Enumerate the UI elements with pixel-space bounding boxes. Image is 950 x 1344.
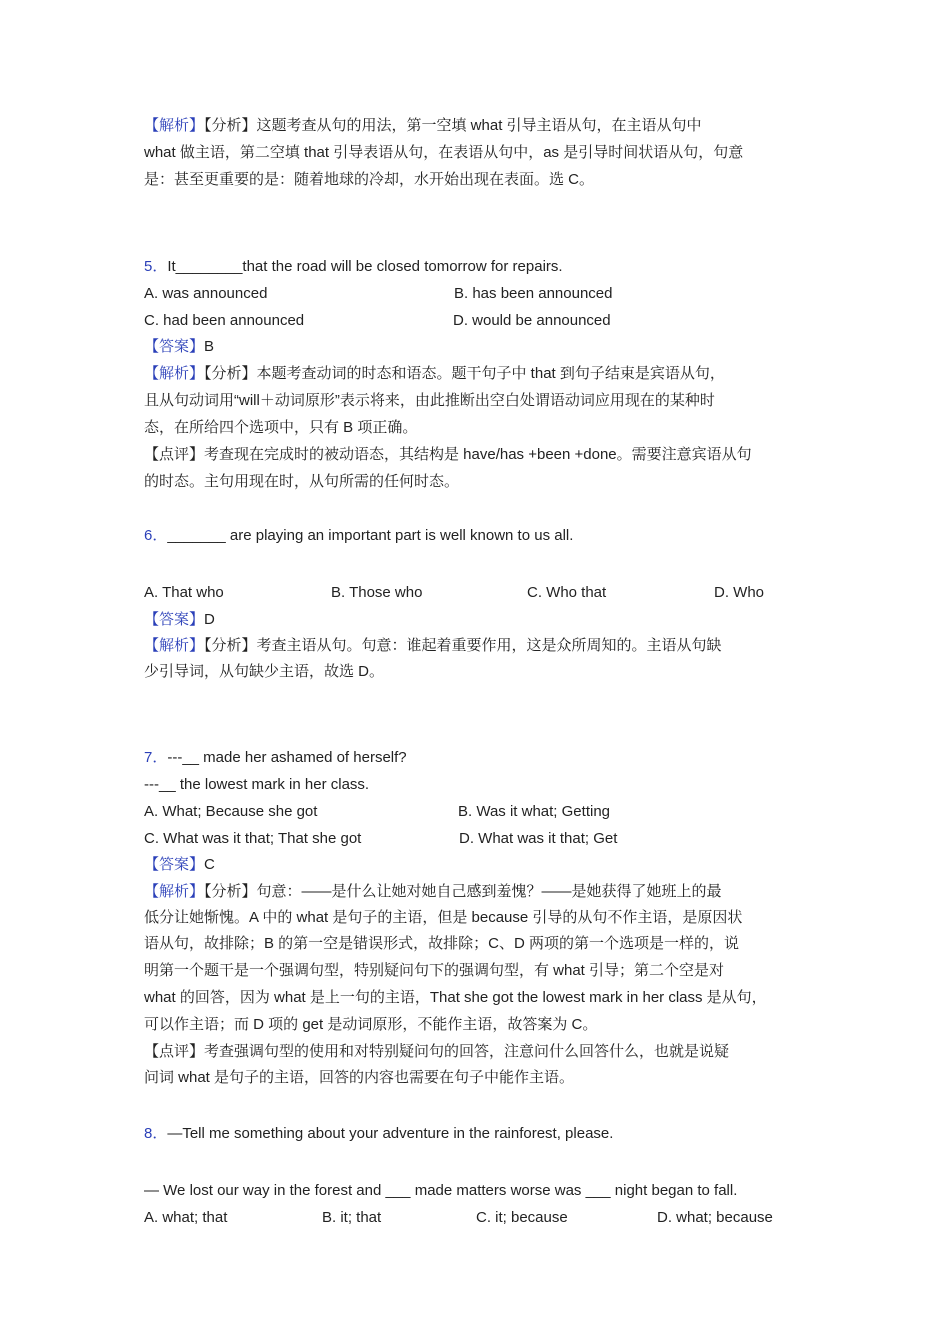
- q7-analysis-line-3: 语从句，故排除；B 的第一空是错误形式，故排除；C、D 两项的第一个选项是一样的，说: [144, 935, 740, 952]
- q7-comment-line-2: 问词 what 是句子的主语，回答的内容也需要在句子中能作主语。: [144, 1069, 575, 1086]
- q5-comment-line-2: 的时态。主句用现在时，从句所需的任何时态。: [144, 473, 460, 490]
- q7-option-d: D. What was it that; Get: [459, 830, 618, 847]
- q7-analysis-line-1: 【解析】【分析】句意：——是什么让她对她自己感到羞愧？——是她获得了她班上的最: [144, 883, 722, 900]
- q6-answer: 【答案】D: [144, 611, 215, 628]
- q7-stem-line-1: 7．---__ made her ashamed of herself?: [144, 749, 407, 766]
- q6-option-a: A. That who: [144, 584, 224, 601]
- q5-stem: 5．It________that the road will be closed tomorrow for repairs.: [144, 258, 563, 275]
- q8-option-b: B. it; that: [322, 1209, 382, 1226]
- q8-option-d: D. what; because: [657, 1209, 773, 1226]
- q5-analysis-line-1: 【解析】【分析】本题考查动词的时态和语态。题干句子中 that 到句子结束是宾语从句，: [144, 365, 725, 382]
- q5-option-a: A. was announced: [144, 285, 268, 302]
- q6-option-c: C. Who that: [527, 584, 607, 601]
- q8-option-c: C. it; because: [476, 1209, 568, 1226]
- q8-option-a: A. what; that: [144, 1209, 228, 1226]
- q7-answer: 【答案】C: [144, 856, 215, 873]
- q7-stem-line-2: ---__ the lowest mark in her class.: [144, 776, 370, 793]
- q7-analysis-line-4: 明第一个题干是一个强调句型，特别疑问句下的强调句型，有 what 引导；第二个空是对: [144, 962, 725, 979]
- analysis-tag: 【解析】: [144, 117, 205, 134]
- q5-answer: 【答案】B: [144, 338, 215, 355]
- q6-option-d: D. Who: [714, 584, 765, 601]
- q6-option-b: B. Those who: [331, 584, 423, 601]
- q6-stem: 6．_______ are playing an important part is well known to us all.: [144, 527, 574, 544]
- q4-analysis-line-3: 是：甚至更重要的是：随着地球的冷却，水开始出现在表面。选 C。: [144, 171, 595, 188]
- q4-analysis-line-1: 【解析】【分析】这题考查从句的用法，第一空填 what 引导主语从句，在主语从句中: [144, 117, 702, 134]
- q5-analysis-line-2: 且从句动词用“will＋动词原形”表示将来，由此推断出空白处谓语动词应用现在的某种时: [144, 392, 715, 409]
- q5-comment-line-1: 【点评】考查现在完成时的被动语态，其结构是 have/has +been +done。需要注意宾语从句: [144, 446, 752, 463]
- q7-option-a: A. What; Because she got: [144, 803, 318, 820]
- q8-stem-line-1: 8．—Tell me something about your adventure in the rainforest, please.: [144, 1125, 614, 1142]
- q5-option-b: B. has been announced: [454, 285, 613, 302]
- q5-option-d: D. would be announced: [453, 312, 611, 329]
- q7-analysis-line-6: 可以作主语；而 D 项的 get 是动词原形，不能作主语，故答案为 C。: [144, 1016, 598, 1033]
- q7-analysis-line-2: 低分让她惭愧。A 中的 what 是句子的主语，但是 because 引导的从句不作主语，是原因状: [144, 909, 743, 926]
- q5-analysis-line-3: 态，在所给四个选项中，只有 B 项正确。: [144, 419, 418, 436]
- q4-analysis-line-2: what 做主语，第二空填 that 引导表语从句，在表语从句中，as 是引导时间状语从句，句意: [144, 144, 744, 161]
- q7-analysis-line-5: what 的回答，因为 what 是上一句的主语，That she got the lowest mark in her class 是从句，: [144, 989, 767, 1006]
- q7-comment-line-1: 【点评】考查强调句型的使用和对特别疑问句的回答，注意问什么回答什么，也就是说疑: [144, 1043, 730, 1060]
- q7-option-c: C. What was it that; That she got: [144, 830, 362, 847]
- q6-analysis-line-2: 少引导词，从句缺少主语，故选 D。: [144, 663, 385, 680]
- q7-option-b: B. Was it what; Getting: [458, 803, 610, 820]
- q8-stem-line-2: — We lost our way in the forest and ___ made matters worse was ___ night began to fall.: [144, 1182, 738, 1199]
- q5-option-c: C. had been announced: [144, 312, 305, 329]
- q6-analysis-line-1: 【解析】【分析】考查主语从句。句意：谁起着重要作用，这是众所周知的。主语从句缺: [144, 637, 722, 654]
